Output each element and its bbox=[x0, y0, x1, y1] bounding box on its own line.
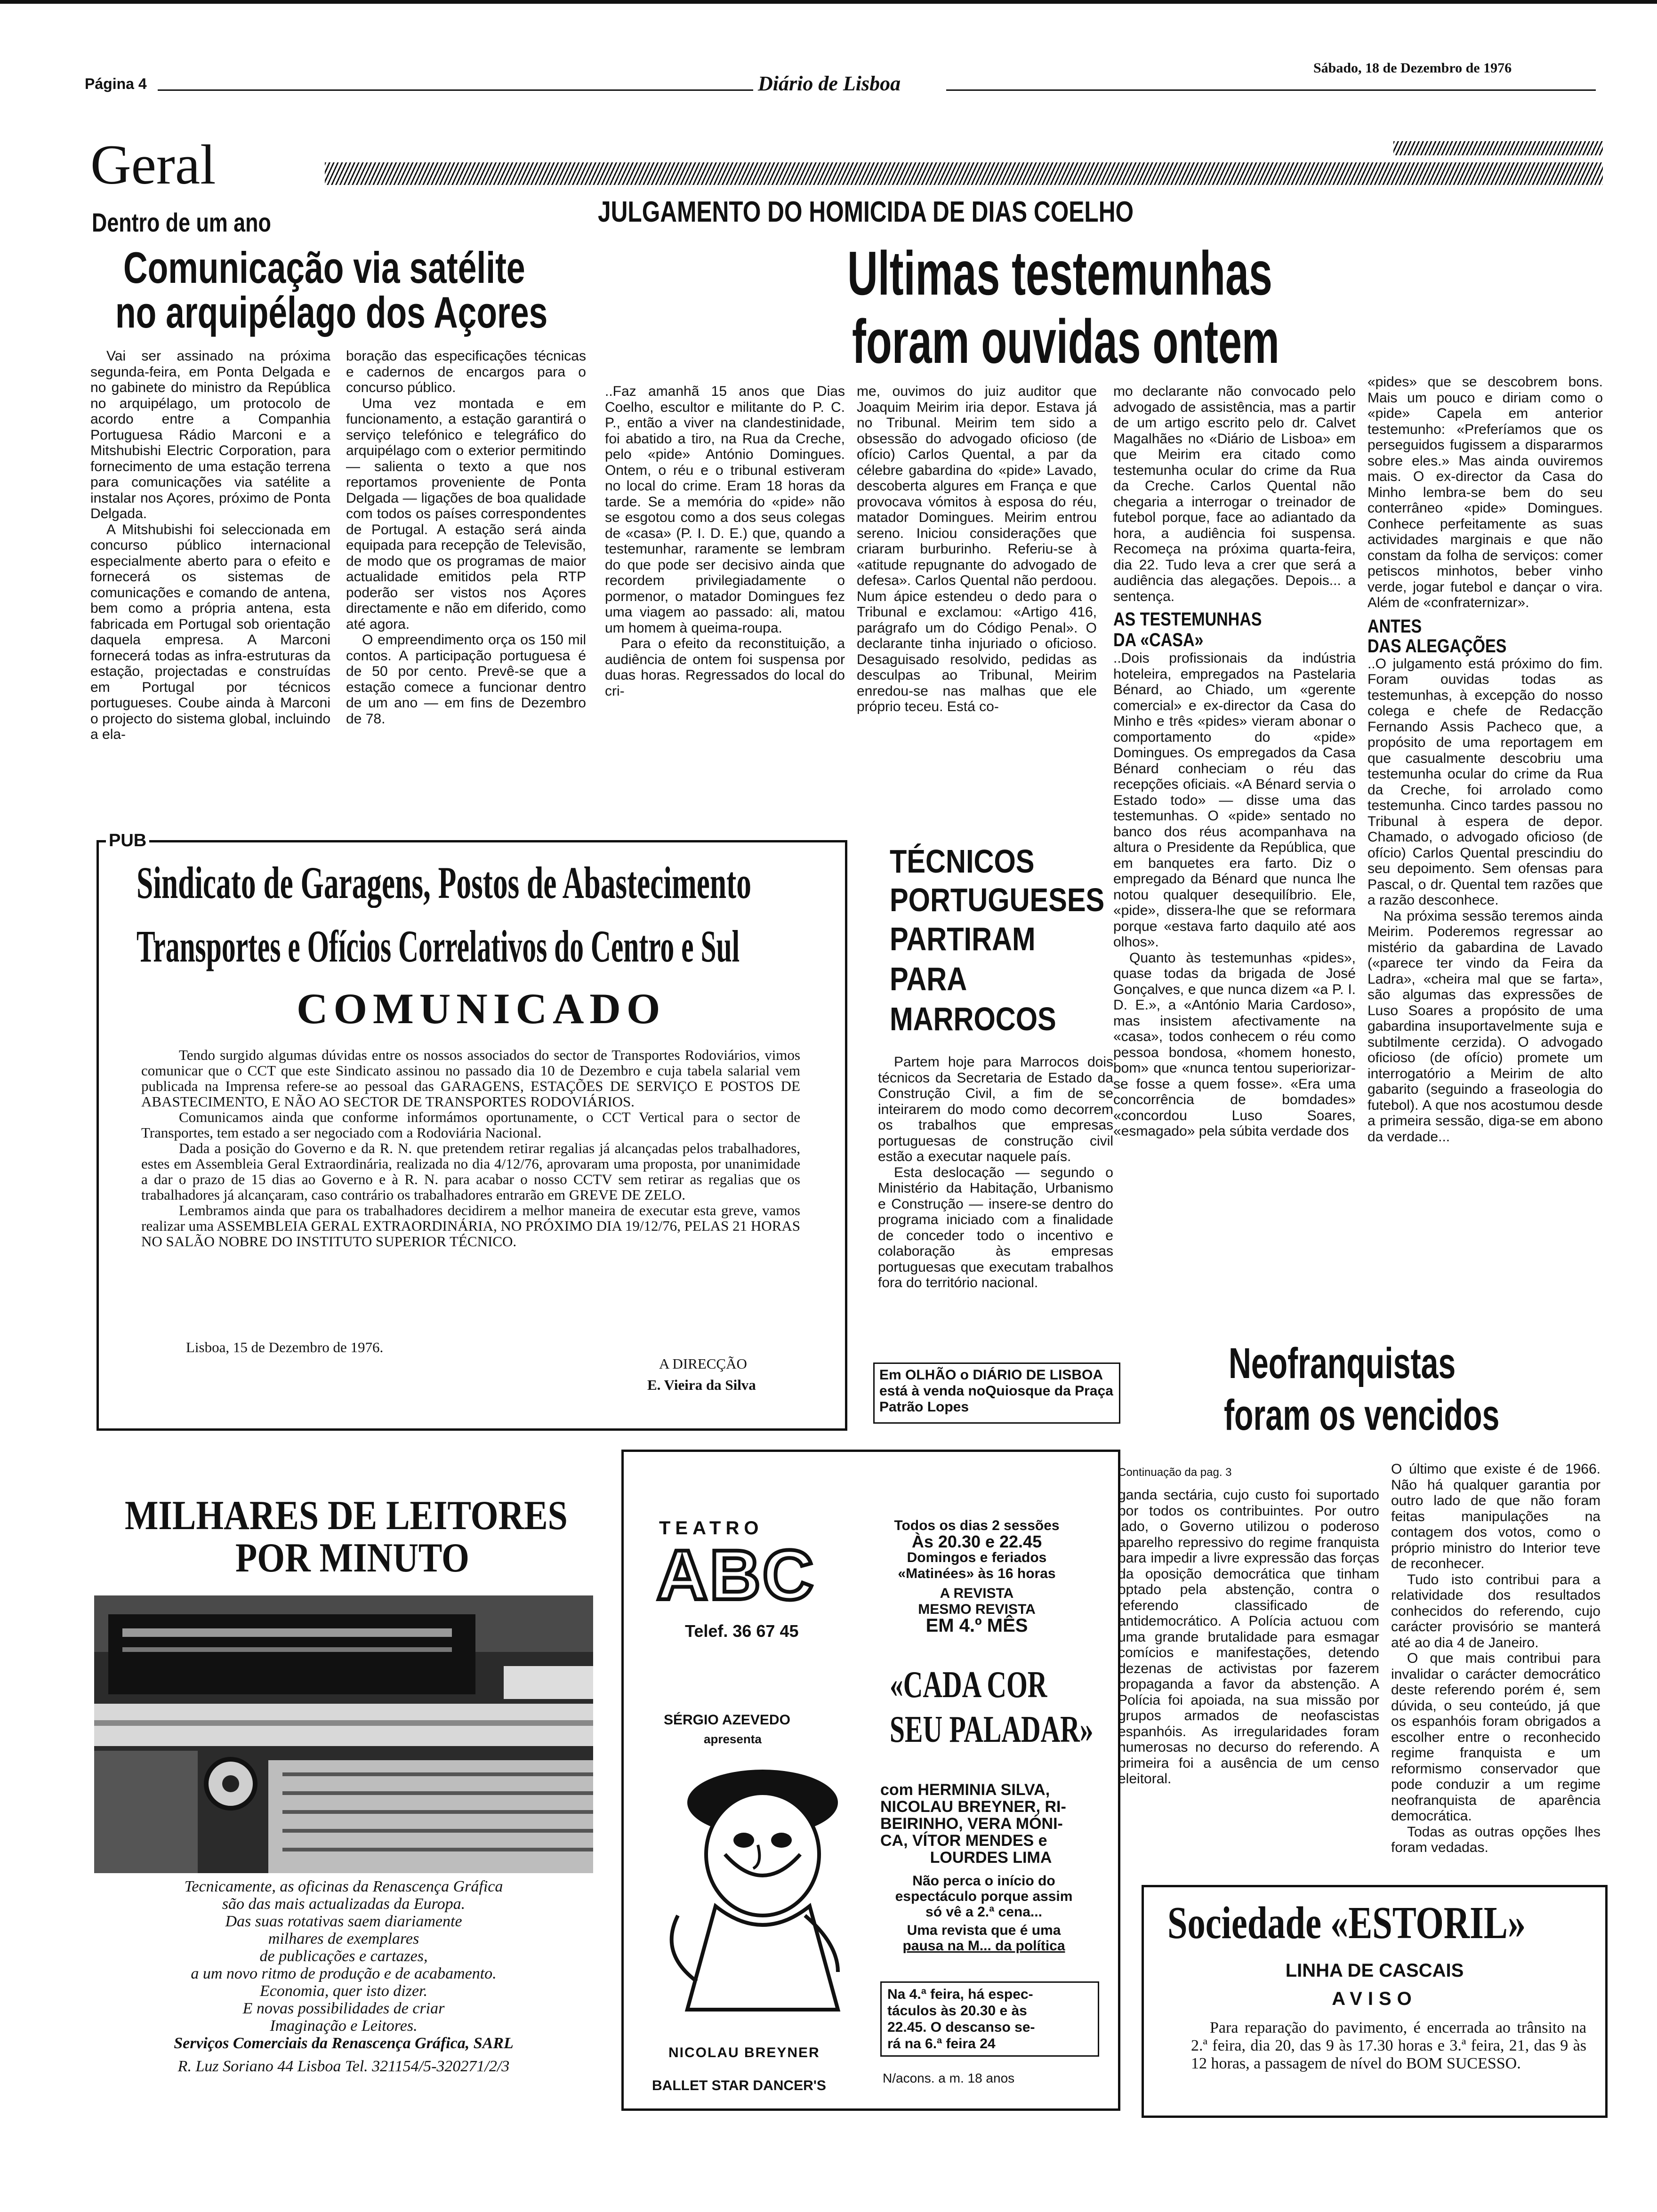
trial-subhead-1b: DA «CASA» bbox=[1113, 630, 1204, 650]
trial-kicker: JULGAMENTO DO HOMICIDA DE DIAS COELHO bbox=[598, 196, 1134, 228]
pub-sig-2: E. Vieira da Silva bbox=[647, 1377, 756, 1393]
abc-show-title-1: «CADA COR bbox=[890, 1664, 1047, 1706]
pub-title: COMUNICADO bbox=[297, 985, 666, 1033]
abc-apresenta: apresenta bbox=[704, 1732, 762, 1746]
tecnicos-body: Partem hoje para Marrocos dois técnicos da Secretaria de Estado da Construção Civil, a fim de se inteirarem do modo como decorrem os trabalhos que empresas portuguesas de construção civil estão a executar naquele país. Esta deslocação — segundo o Ministério da Habitação, Urbanismo e Construção — insere-se dentro do programa iniciado com a finalidade de conceder todo o incentivo e colaboração às empresas portuguesas que executam trabalhos fora do território nacional. bbox=[878, 1054, 1113, 1290]
estoril-title: Sociedade «ESTORIL» bbox=[1167, 1898, 1526, 1948]
pub-sig-1: A DIRECÇÃO bbox=[659, 1355, 747, 1372]
abc-sessions: Todos os dias 2 sessões Às 20.30 e 22.45 Domingos e feriados «Matinées» às 16 horas A REVISTA MESMO REVISTA EM 4.º MÊS bbox=[894, 1518, 1060, 1636]
tecnicos-title-5: MARROCOS bbox=[890, 1001, 1056, 1037]
trial-subhead-2a: ANTES bbox=[1367, 616, 1422, 637]
pub-org-2: Transportes e Ofícios Correlativos do Centro e Sul bbox=[137, 921, 740, 971]
trial-title-1: Ultimas testemunhas bbox=[847, 239, 1272, 308]
trial-col-3: mo declarante não convocado pelo advogado de assistência, mas a partir de um artigo escrito pelo dr. Calvet Magalhães no «Diário de Lisboa» em que Meirim era citado como testemunha ocular do crime da Rua da Creche. Carlos Quental não chegaria a interrogar o treinador de futebol porque, face ao adiantado da hora, a audiência foi suspensa. Recomeça na próxima quarta-feira, dia 22. Tudo leva a crer que será a audiência das alegações. Depois... a sentença. AS TESTEMUNHAS DA «CASA» ..Dois profissionais da indústria hoteleira, empregados na Pastelaria Bénard, ao Chiado, um «gerente comercial» e ex-director da Casa do Minho e três «pides» vieram abonar o comportamento do «pide» Domingues. Os empregados da Casa Bénard conheciam o réu das recepções oficiais. «A Bénard servia o Estado todo» — disse uma das testemunhas. O «pide» sentado no banco dos réus acompanhava na altura o Presidente da República, que em banquetes era farto. Diz o empregado da Bénard que nunca lhe notou qualquer desequilíbrio. Ele, «pide», dissera-lhe que se reformara porque «estava farto daquilo até aos olhos». Quanto às testemunhas «pides», quase todas da brigada de José Gonçalves, e que nunca dizem «a P. I. D. E.», a «António Maria Cardoso», mas insistem afectivamente na «casa», todos conhecem o réu como pessoa bondosa, «homem honesto, bom» que «nunca tentou superiorizar-se fosse a quem fosse». «Era uma concorrência de bomdades» «concordou Luso Soares, «esmagado» pela súbita verdade dos bbox=[1113, 384, 1356, 1139]
abc-show-title-2: SEU PALADAR» bbox=[890, 1709, 1094, 1750]
masthead-logo: Diário de Lisboa bbox=[758, 72, 901, 95]
neo-col-1: ganda sectária, cujo custo foi suportado por todos os contribuintes. Por outro lado, o Governo utilizou o poderoso aparelho repressivo do regime franquista para impedir a livre expressão das forças da oposição democrática que tinham optado pela abstenção, contra o referendo classificado de antidemocrático. A Polícia actuou com uma grande brutalidade para esmagar comícios e manifestações, detendo dezenas de activistas por fazerem propaganda a favor da abstenção. A Polícia foi apoiada, na sua missão por grupos armados de neofascistas espanhóis. As irregularidades foram numerosas no decurso do referendo. A primeira foi a ausência de um censo eleitoral. bbox=[1118, 1487, 1379, 1787]
pub-tag: PUB bbox=[106, 831, 149, 851]
satellite-kicker: Dentro de um ano bbox=[92, 208, 271, 237]
estoril-sub: LINHA DE CASCAIS bbox=[1285, 1960, 1464, 1981]
trial-title-2: foram ouvidas ontem bbox=[852, 307, 1279, 376]
abc-ballet: BALLET STAR DANCER'S bbox=[652, 2078, 826, 2093]
masthead-rule-left bbox=[158, 89, 753, 91]
abc-presenter: SÉRGIO AZEVEDO bbox=[664, 1712, 790, 1728]
tecnicos-title-1: TÉCNICOS bbox=[890, 843, 1035, 880]
top-border bbox=[0, 0, 1657, 4]
satellite-title-1: Comunicação via satélite bbox=[123, 243, 525, 292]
neo-continuation: Continuação da pag. 3 bbox=[1118, 1466, 1232, 1479]
pub-org-1: Sindicato de Garagens, Postos de Abastecimento bbox=[137, 858, 751, 908]
abc-note: Não perca o início do espectáculo porque assim só vê a 2.ª cena... Uma revista que é uma pausa na M... da política bbox=[895, 1873, 1073, 1954]
abc-cast: com HERMINIA SILVA, NICOLAU BREYNER, RI- BEIRINHO, VERA MÓNI- CA, VÍTOR MENDES e LOURDES LIMA bbox=[880, 1781, 1066, 1867]
satellite-col-1: Vai ser assinado na próxima segunda-feira, em Ponta Delgada e no gabinete do ministro da República no arquipélago, um protocolo de acordo entre a Companhia Portuguesa Rádio Marconi e a Mitshubishi Electric Corporation, para fornecimento de uma estação terrena para comunicações via satélite a instalar nos Açores, próximo de Ponta Delgada. A Mitshubishi foi seleccionada em concurso público internacional especialmente aberto para o efeito e fornecerá os sistemas de comunicações e comando de antena, bem como a própria antena, esta fabricada em Portugal sob orientação daquela empresa. A Marconi fornecerá todas as infra-estruturas da estação, projectadas e construídas em Portugal por técnicos portugueses. Coube ainda à Marconi o projecto do sistema global, incluindo a ela- bbox=[90, 348, 330, 742]
printing-press-photo bbox=[94, 1595, 593, 1873]
trial-col-4: «pides» que se descobrem bons. Mais um pouco e diriam como o «pide» Capela em anterior testemunho: «Preferíamos que os perseguidos fugissem a dispararmos sobre eles.» Mas ainda ouviremos mais. O ex-director da Casa do Minho lembra-se bem do seu conterrâneo «pide» Domingues. Conhece perfeitamente as suas actividades marginais e que não constam da folha de serviços: comer petiscos minhotos, beber vinho verde, jogar futebol e dançar o vira. Além de «confraternizar». ANTES DAS ALEGAÇÕES ..O julgamento está próximo do fim. Foram ouvidas todas as testemunhas, à excepção do nosso colega e chefe de Redacção Fernando Assis Pacheco que, a propósito de uma reportagem em que casualmente descobriu uma testemunha ocular do crime da Rua da Creche, foi arrolado como testemunha. Cinco tardes passou no Tribunal à espera de depor. Chamado, o advogado oficioso (de ofício) Carlos Quental prescindiu do seu depoimento. Sem ofensas para Pascal, o dr. Quental tem razões que a razão desconhece. Na próxima sessão teremos ainda Meirim. Poderemos regressar ao mistério da gabardina de Lavado («parece ter vindo da Feira da Ladra», «cheira mal que se farta», são algumas das expressões de Luso Soares a propósito de uma gabardina insuportavelmente suja e subtilmente cerzida). O advogado oficioso (de ofício) promete um interrogatório a Meirim de alto gabarito (seguindo a fraseologia do futebol). A que nos acostumou desde a primeira sessão, diga-se em abono da verdade... bbox=[1367, 374, 1603, 1145]
estoril-text: Para reparação do pavimento, é encerrada ao trânsito na 2.ª feira, dia 20, das 9 às 17.30 horas e 3.ª feira, 21, das 9 às 12 horas, a passagem de nível do BOM SUCESSO. bbox=[1191, 2019, 1586, 2072]
satellite-title-2: no arquipélago dos Açores bbox=[115, 288, 548, 337]
abc-schedule: Na 4.ª feira, há espec- táculos às 20.30 e às 22.45. O descanso se- rá na 6.ª feira 24 bbox=[887, 1987, 1035, 2052]
neo-title-2: foram os vencidos bbox=[1224, 1391, 1500, 1439]
caricature-drawing bbox=[650, 1751, 871, 2014]
abc-logo: ABC bbox=[657, 1535, 815, 1614]
page-number: Página 4 bbox=[85, 75, 147, 92]
neo-title-1: Neofranquistas bbox=[1229, 1339, 1456, 1387]
satellite-col-2: boração das especificações técnicas e cadernos de encargos para o concurso público. Uma vez montada e em funcionamento, a estação garantirá o serviço telefónico e telegráfico do arquipélago com o exterior permitindo — salienta o texto a que nos reportamos proveniente de Ponta Delgada — ligações de boa qualidade com todos os países correspondentes de Portugal. A estação será ainda equipada para recepção de Televisão, de modo que os programas de maior actualidade emitidos pela RTP poderão ser vistos nos Açores directamente e não em diferido, como até agora. O empreendimento orça os 150 mil contos. A participação portuguesa é de 50 por cento. Prevê-se que a estação comece a funcionar dentro de um ano — em fins de Dezembro de 78. bbox=[346, 348, 586, 727]
trial-col-2: me, ouvimos do juiz auditor que Joaquim Meirim iria depor. Estava já no Tribunal. Meirim tem sido a obsessão do advogado oficioso (de ofício) Carlos Quental, a par da célebre gabardina do «pide» Lavado, descoberta algures em França e que provocava vómitos à esposa do réu, matador Domingues. Meirim entrou sereno. Iniciou considerações que criaram burburinho. Referiu-se à «atitude repugnante do advogado de defesa». Carlos Quental não perdoou. Num ápice estendeu o dedo para o Tribunal e exclamou: «Artigo 416, parágrafo um do Código Penal». O declarante tinha injuriado o oficioso. Desaguisado resolvido, pedidas as desculpas ao Tribunal, Meirim enredou-se nas malhas que ele próprio teceu. Está co- bbox=[857, 384, 1097, 714]
section-title: Geral bbox=[90, 133, 216, 196]
trial-subhead-2b: DAS ALEGAÇÕES bbox=[1367, 635, 1507, 657]
top-right-hatch bbox=[1393, 141, 1603, 155]
abc-telephone: Telef. 36 67 45 bbox=[685, 1621, 799, 1641]
abc-age-rating: N/acons. a m. 18 anos bbox=[883, 2071, 1015, 2085]
graphica-title-1: MILHARES DE LEITORES bbox=[125, 1493, 568, 1539]
section-hatch bbox=[325, 162, 1603, 185]
tecnicos-title-4: PARA bbox=[890, 961, 967, 997]
graphica-text: Tecnicamente, as oficinas da Renascença Gráfica são das mais actualizadas da Europa. Das suas rotativas saem diariamente milhares de exemplares de publicações e cartazes, a um novo ritmo de produção e de acabamento. Economia, quer isto dizer. E novas possibilidades de criar Imaginação e Leitores. Serviços Comerciais da Renascença Gráfica, SARL R. Luz Soriano 44 Lisboa Tel. 321154/5-320271/2/3 bbox=[174, 1878, 514, 2075]
abc-teatro: TEATRO bbox=[659, 1518, 764, 1539]
neo-col-2: O último que existe é de 1966. Não há qualquer garantia por outro lado de que não foram feitas manipulações na contagem dos votos, como o próprio ministro do Interior teve de reconhecer. Tudo isto contribui para a relatividade dos resultados conhecidos do referendo, cujo carácter provisório se manterá até ao dia 4 de Janeiro. O que mais contribui para invalidar o carácter democrático deste referendo porém é, sem dúvida, o seu conteúdo, já que os espanhóis foram obrigados a escolher entre o reconhecido regime franquista e um reformismo conservador que pode conduzir a um regime neofranquista de aparência democrática. Todas as outras opções lhes foram vedadas. bbox=[1391, 1461, 1601, 1855]
trial-subhead-1a: AS TESTEMUNHAS bbox=[1113, 609, 1262, 630]
pub-date: Lisboa, 15 de Dezembro de 1976. bbox=[186, 1339, 384, 1355]
olhao-notice: Em OLHÃO o DIÁRIO DE LISBOA está à venda noQuiosque da Praça Patrão Lopes bbox=[879, 1367, 1113, 1415]
tecnicos-title-2: PORTUGUESES bbox=[890, 882, 1105, 918]
abc-caricature-label: NICOLAU BREYNER bbox=[668, 2045, 820, 2060]
masthead-date: Sábado, 18 de Dezembro de 1976 bbox=[1313, 60, 1512, 76]
estoril-aviso: AVISO bbox=[1332, 1988, 1417, 2009]
masthead-rule-right bbox=[946, 89, 1596, 91]
graphica-title-2: POR MINUTO bbox=[235, 1535, 469, 1581]
trial-col-1: ..Faz amanhã 15 anos que Dias Coelho, escultor e militante do P. C. P., então a viver na clandestinidade, foi abatido a tiro, na Rua da Creche, pelo «pide» António Domingues. Ontem, o réu e o tribunal estiveram no local do crime. Eram 18 horas da tarde. Se a memória do «pide» não se esgotou como a dos seus colegas de «casa» (P. I. D. E.) que, quando a testemunhar, raramente se lembram do que pode ser decisivo ainda que recordem privilegiadamente o pormenor, o matador Domingues fez uma viagem ao passado: ali, matou um homem à queima-roupa. Para o efeito da reconstituição, a audiência de ontem foi suspensa por duas horas. Regressados do local do cri- bbox=[605, 384, 845, 699]
pub-body: Tendo surgido algumas dúvidas entre os nossos associados do sector de Transportes Rodoviários, vimos comunicar que o CCT que este Sindicato assinou no passado dia 10 de Dezembro e cuja tabela salarial vem publicada na Imprensa refere-se ao pessoal das GARAGENS, ESTAÇÕES DE SERVIÇO E POSTOS DE ABASTECIMENTO, E NÃO AO SECTOR DE TRANSPORTES RODOVIÁRIOS. Comunicamos ainda que conforme informámos oportunamente, o CCT Vertical para o sector de Transportes, tem estado a ser negociado com a Rodoviária Nacional. Dada a posição do Governo e da R. N. que pretendem retirar regalias já alcançadas pelos trabalhadores, estes em Assembleia Geral Extraordinária, realizada no dia 4/12/76, aprovaram uma proposta, por unanimidade a dar o prazo de 15 dias ao Governo e à R. N. para acabar o nosso CCTV sem retirar as regalias que os trabalhadores já alcançaram, caso contrário os trabalhadores entrarão em GREVE DE ZELO. Lembramos ainda que para os trabalhadores decidirem a melhor maneira de executar esta greve, vamos realizar uma ASSEMBLEIA GERAL EXTRAORDINÁRIA, NO PRÓXIMO DIA 19/12/76, PELAS 21 HORAS NO SALÃO NOBRE DO INSTITUTO SUPERIOR TÉCNICO. bbox=[141, 1047, 800, 1250]
tecnicos-title-3: PARTIRAM bbox=[890, 921, 1036, 957]
